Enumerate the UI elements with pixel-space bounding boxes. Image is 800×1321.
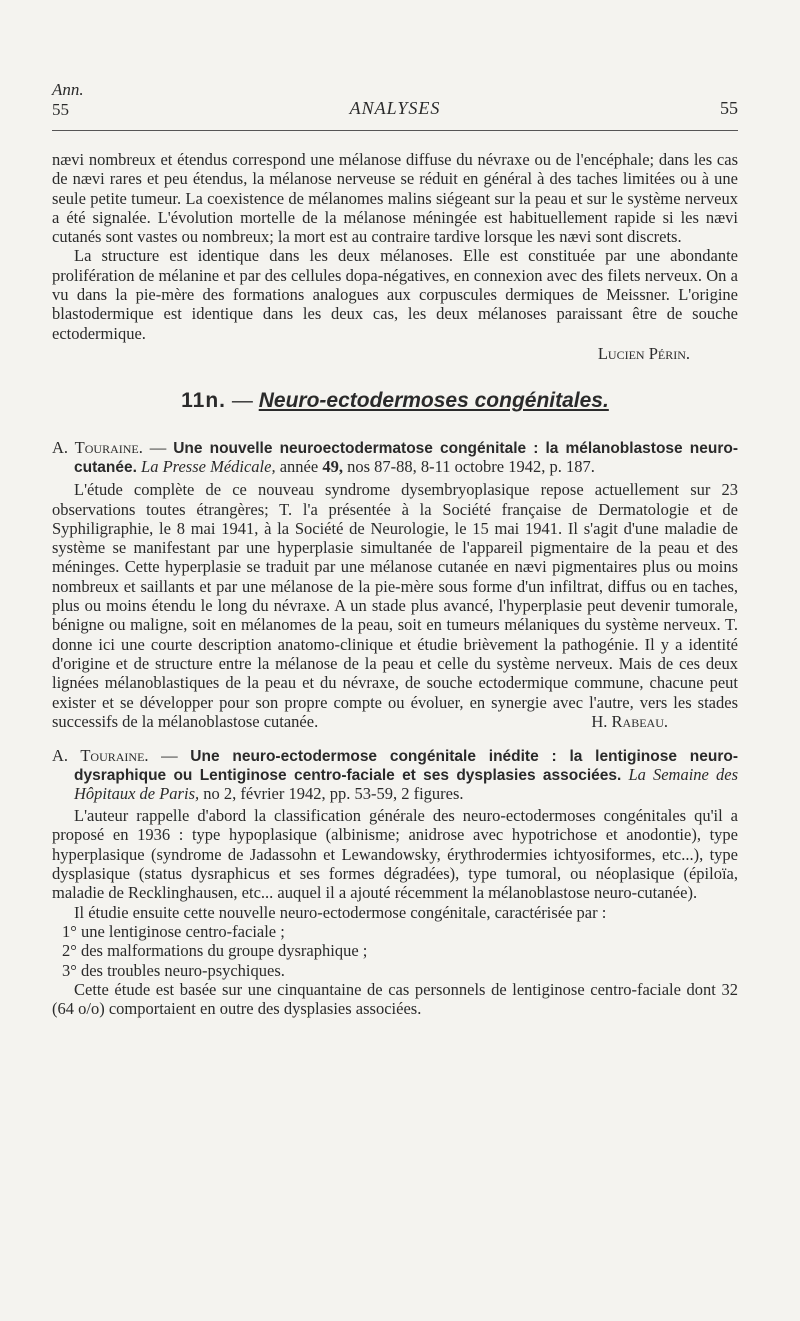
list-item: 3° des troubles neuro-psychiques. <box>62 960 285 980</box>
page-number: 55 <box>720 98 738 118</box>
section-title: Neuro-ectodermoses congénitales. <box>258 389 609 413</box>
paragraph: L'auteur rappelle d'abord la classification générale des neuro-ectodermoses congénitales qu'il a proposé en 1936 : type hypoplasique (albinisme; anidrose avec hypotrichose et anodontie), type hyperplasique (syndrome de Jadassohn et Lewandowsky, érythrodermies ichtyosiformes, etc...), type dysplasique (status dysraphicus et ses formes dégradées), type tumoral, ou néoplasique (épiloïa, maladie de Recklinghausen, etc... auquel il a ajouté récemment la mélanoblastose neuro-cutanée). <box>52 806 738 903</box>
section-heading <box>52 389 738 413</box>
entry-abstract-text: L'étude complète de ce nouveau syndrome dysembryoplasique repose actuellement sur 23 observations toutes étrangères; T. l'a présentée à la Société française de Dermatologie et de Syphiligraphie, le 8 mai 1941, à la Société de Neurologie, le 15 mai 1941. Il s'agit d'une maladie de système se manifestant par une hyperplasie simultanée de l'appareil pigmentaire de la peau et des méninges. Cette hyperplasie se traduit par une mélanose cutanée en nævi pigmentaires plus ou moins nombreux et saillants et par une mélanose de la pie-mère sous forme d'un infiltrat, diffus ou en taches, plus ou moins étendu le long du névraxe. A un stade plus avancé, l'hyperplasie peut devenir tumorale, bénigne ou maligne, soit en mélanomes de la peau, soit en tumeurs mélaniques du système nerveux. T. donne ici une courte description anatomo-clinique et étudie brièvement la pathogénie. Il y a identité d'origine et de structure entre la mélanose de la peau et celle du système nerveux. Mais de ces deux lignées mélanoblastiques de la peau et du névraxe, de souche ectodermique commune, chacune peut exister et se développer pour son propre compte ou évoluer, en synergie avec l'autre, vers les stades successifs de la mélanoblastose cutanée. <box>52 480 738 731</box>
running-head <box>52 80 738 136</box>
annotation-ann-number: 55 <box>52 100 69 119</box>
entry-reference: nos 87-88, 8-11 octobre 1942, p. 187. <box>347 457 595 477</box>
entry-citation <box>52 439 738 477</box>
entry-journal: La Presse Médicale, <box>141 457 276 477</box>
entry-abstract <box>52 480 738 731</box>
section-number: 11n. <box>181 389 227 413</box>
entry-dash: — <box>149 438 167 458</box>
paragraph: nævi nombreux et étendus correspond une mélanose diffuse du névraxe ou de l'encéphale; dans les cas de nævi rares et peu étendus, la mélanose nerveuse se réduit en général à des taches limitées ou à une seule petite tumeur. La coexistence de mélanomes malins siégeant sur la peau et sur le système nerveux a été signalée. L'évolution mortelle de la mélanose méningée est habituellement rapide si les nævi cutanés sont vastes ou nombreux; la mort est au contraire tardive lorsque les nævi sont discrets. <box>52 150 738 247</box>
header-rule <box>52 130 738 131</box>
entry-author: A. Touraine. <box>52 746 149 766</box>
previous-article <box>52 150 738 363</box>
entry-dash: — <box>161 746 178 766</box>
page <box>52 80 738 1018</box>
entry-journal: La Semaine des Hôpitaux de Paris, <box>74 765 738 804</box>
entry-signature: H. Rabeau. <box>591 711 668 731</box>
list-item: 1° une lentiginose centro-faciale ; <box>62 921 285 941</box>
entry-year-prefix: année <box>279 457 319 477</box>
entry-volume: 49, <box>322 457 343 477</box>
annotation-ann-label: Ann. <box>52 80 84 99</box>
running-title: ANALYSES <box>349 98 441 118</box>
paragraph: Cette étude est basée sur une cinquantaine de cas personnels de lentiginose centro-faciale dont 32 (64 o/o) comportaient en outre des dysplasies associées. <box>52 979 738 1019</box>
paragraph: Il étudie ensuite cette nouvelle neuro-ectodermose congénitale, caractérisée par : <box>74 902 607 922</box>
entry-reference: no 2, février 1942, pp. 53-59, 2 figures. <box>203 784 464 804</box>
signature: Lucien Périn. <box>597 343 690 363</box>
list-item: 2° des malformations du groupe dysraphique ; <box>62 941 368 961</box>
entry-title: Une neuro-ectodermose congénitale inédite : la lentiginose neuro-dysraphique ou Lentiginose centro-faciale et ses dysplasies associées. <box>74 748 738 785</box>
entry-author: A. Touraine. <box>52 438 143 458</box>
entry-citation <box>52 747 738 803</box>
bibliography-entry <box>52 439 738 731</box>
section-dash: — <box>231 389 253 413</box>
entry-title: Une nouvelle neuroectodermatose congénitale : la mélanoblastose neuro-cutanée. <box>74 440 738 477</box>
bibliography-entry <box>52 747 738 1018</box>
paragraph: La structure est identique dans les deux mélanoses. Elle est constituée par une abondante prolifération de mélanine et par des cellules dopa-négatives, en connexion avec des filets nerveux. On a vu dans la pie-mère des formations analogues aux corpuscules dermiques de Meissner. L'origine blastodermique est identique dans les deux cas, les deux mélanoses paraissant être de souche ectodermique. <box>52 246 738 343</box>
